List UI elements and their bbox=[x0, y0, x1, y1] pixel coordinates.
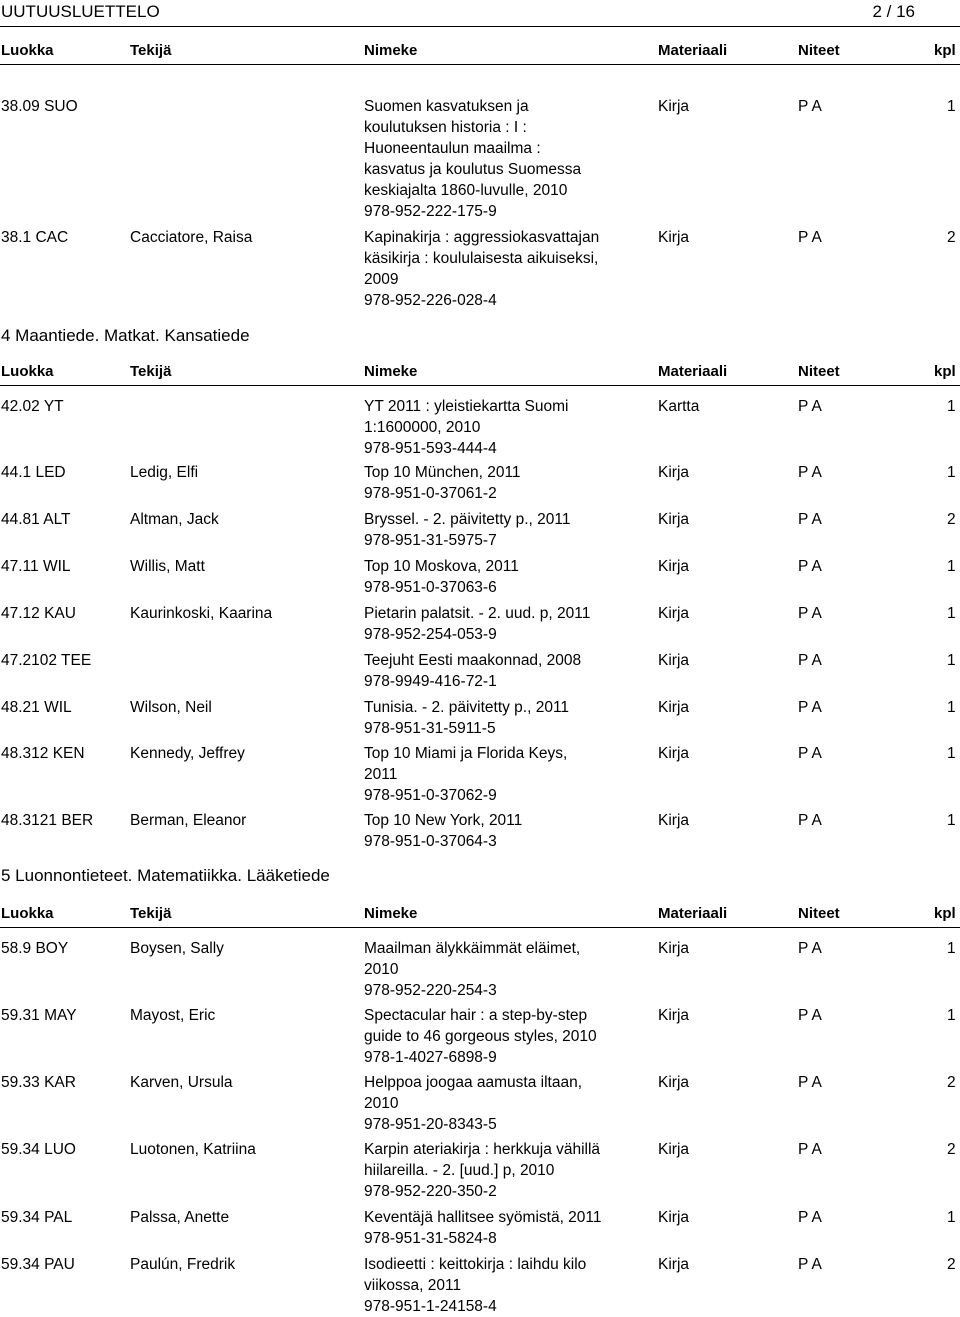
section-title: 4 Maantiede. Matkat. Kansatiede bbox=[1, 326, 250, 345]
cell-niteet: P A bbox=[798, 1141, 822, 1158]
page-title: UUTUUSLUETTELO bbox=[1, 2, 160, 21]
nimeke-line: koulutuksen historia : I : bbox=[364, 119, 527, 136]
cell-materiaali: Kirja bbox=[658, 812, 690, 829]
cell-tekija: Luotonen, Katriina bbox=[130, 1141, 256, 1158]
cell-materiaali: Kirja bbox=[658, 940, 690, 957]
cell-kpl: 2 bbox=[947, 511, 956, 528]
column-header-niteet: Niteet bbox=[798, 42, 840, 59]
nimeke-line: Isodieetti : keittokirja : laihdu kilo bbox=[364, 1256, 587, 1273]
cell-niteet: P A bbox=[798, 558, 822, 575]
column-header-materiaali: Materiaali bbox=[658, 42, 728, 59]
cell-niteet: P A bbox=[798, 1256, 822, 1273]
cell-luokka: 38.1 CAC bbox=[1, 229, 69, 246]
cell-nimeke bbox=[364, 1139, 634, 1202]
column-header-nimeke: Nimeke bbox=[364, 905, 418, 922]
cell-niteet: P A bbox=[798, 812, 822, 829]
cell-kpl: 1 bbox=[947, 464, 956, 481]
cell-materiaali: Kirja bbox=[658, 605, 690, 622]
column-header-tekija: Tekijä bbox=[130, 905, 172, 922]
column-header-row bbox=[0, 903, 960, 928]
cell-materiaali: Kirja bbox=[658, 1074, 690, 1091]
cell-kpl: 1 bbox=[947, 699, 956, 716]
nimeke-line: keskiajalta 1860-luvulle, 2010 bbox=[364, 182, 568, 199]
cell-nimeke bbox=[364, 227, 634, 311]
cell-luokka: 48.21 WIL bbox=[1, 699, 72, 716]
cell-tekija: Cacciatore, Raisa bbox=[130, 229, 253, 246]
nimeke-line: Teejuht Eesti maakonnad, 2008 bbox=[364, 652, 582, 669]
cell-materiaali: Kartta bbox=[658, 398, 700, 415]
nimeke-line: Karpin ateriakirja : herkkuja vähillä bbox=[364, 1141, 601, 1158]
cell-niteet: P A bbox=[798, 1074, 822, 1091]
column-header-kpl: kpl bbox=[934, 363, 956, 380]
cell-luokka: 59.34 PAL bbox=[1, 1209, 73, 1226]
nimeke-line: Top 10 Moskova, 2011 bbox=[364, 558, 519, 575]
section-title: 5 Luonnontieteet. Matematiikka. Lääketiede bbox=[1, 866, 330, 885]
cell-tekija: Kaurinkoski, Kaarina bbox=[130, 605, 273, 622]
cell-niteet: P A bbox=[798, 398, 822, 415]
cell-kpl: 2 bbox=[947, 1256, 956, 1273]
cell-kpl: 1 bbox=[947, 1209, 956, 1226]
nimeke-line: 978-1-4027-6898-9 bbox=[364, 1049, 497, 1066]
cell-kpl: 1 bbox=[947, 605, 956, 622]
cell-nimeke bbox=[364, 509, 634, 551]
cell-luokka: 59.34 LUO bbox=[1, 1141, 76, 1158]
cell-tekija: Boysen, Sally bbox=[130, 940, 224, 957]
cell-tekija: Wilson, Neil bbox=[130, 699, 212, 716]
cell-nimeke bbox=[364, 603, 634, 645]
cell-kpl: 1 bbox=[947, 558, 956, 575]
nimeke-line: 978-951-20-8343-5 bbox=[364, 1116, 497, 1133]
nimeke-line: 2009 bbox=[364, 271, 399, 288]
cell-tekija: Berman, Eleanor bbox=[130, 812, 247, 829]
cell-materiaali: Kirja bbox=[658, 464, 690, 481]
column-header-luokka: Luokka bbox=[1, 363, 54, 380]
cell-tekija: Palssa, Anette bbox=[130, 1209, 230, 1226]
column-header-row bbox=[0, 40, 960, 65]
nimeke-line: Tunisia. - 2. päivitetty p., 2011 bbox=[364, 699, 570, 716]
cell-materiaali: Kirja bbox=[658, 1256, 690, 1273]
cell-nimeke bbox=[364, 697, 634, 739]
cell-niteet: P A bbox=[798, 699, 822, 716]
cell-materiaali: Kirja bbox=[658, 652, 690, 669]
cell-tekija: Kennedy, Jeffrey bbox=[130, 745, 245, 762]
cell-niteet: P A bbox=[798, 229, 822, 246]
page-header bbox=[0, 0, 960, 27]
nimeke-line: Suomen kasvatuksen ja bbox=[364, 98, 529, 115]
nimeke-line: Maailman älykkäimmät eläimet, bbox=[364, 940, 581, 957]
column-header-materiaali: Materiaali bbox=[658, 905, 728, 922]
nimeke-line: 978-951-0-37064-3 bbox=[364, 833, 497, 850]
column-header-kpl: kpl bbox=[934, 905, 956, 922]
cell-luokka: 58.9 BOY bbox=[1, 940, 69, 957]
cell-nimeke bbox=[364, 938, 634, 1001]
nimeke-line: Pietarin palatsit. - 2. uud. p, 2011 bbox=[364, 605, 591, 622]
cell-luokka: 59.33 KAR bbox=[1, 1074, 76, 1091]
column-header-nimeke: Nimeke bbox=[364, 363, 418, 380]
nimeke-line: 2010 bbox=[364, 1095, 399, 1112]
cell-nimeke bbox=[364, 650, 634, 692]
nimeke-line: Bryssel. - 2. päivitetty p., 2011 bbox=[364, 511, 571, 528]
cell-tekija: Karven, Ursula bbox=[130, 1074, 233, 1091]
nimeke-line: 1:1600000, 2010 bbox=[364, 419, 481, 436]
cell-kpl: 1 bbox=[947, 1007, 956, 1024]
cell-luokka: 38.09 SUO bbox=[1, 98, 78, 115]
cell-luokka: 44.81 ALT bbox=[1, 511, 71, 528]
cell-tekija: Altman, Jack bbox=[130, 511, 219, 528]
cell-materiaali: Kirja bbox=[658, 699, 690, 716]
nimeke-line: 2010 bbox=[364, 961, 399, 978]
column-header-row bbox=[0, 361, 960, 386]
cell-niteet: P A bbox=[798, 1007, 822, 1024]
nimeke-line: 978-952-226-028-4 bbox=[364, 292, 497, 309]
nimeke-line: 978-951-1-24158-4 bbox=[364, 1298, 497, 1315]
cell-niteet: P A bbox=[798, 98, 822, 115]
column-header-luokka: Luokka bbox=[1, 905, 54, 922]
cell-materiaali: Kirja bbox=[658, 745, 690, 762]
cell-materiaali: Kirja bbox=[658, 511, 690, 528]
cell-materiaali: Kirja bbox=[658, 98, 690, 115]
nimeke-line: 978-951-0-37063-6 bbox=[364, 579, 497, 596]
nimeke-line: Spectacular hair : a step-by-step bbox=[364, 1007, 588, 1024]
nimeke-line: Top 10 Miami ja Florida Keys, bbox=[364, 745, 568, 762]
cell-nimeke bbox=[364, 810, 634, 852]
cell-nimeke bbox=[364, 1207, 634, 1249]
nimeke-line: 978-9949-416-72-1 bbox=[364, 673, 497, 690]
cell-luokka: 59.31 MAY bbox=[1, 1007, 77, 1024]
nimeke-line: 978-952-222-175-9 bbox=[364, 203, 497, 220]
nimeke-line: 978-951-31-5911-5 bbox=[364, 720, 496, 737]
nimeke-line: 978-952-220-350-2 bbox=[364, 1183, 497, 1200]
cell-luokka: 48.312 KEN bbox=[1, 745, 85, 762]
cell-nimeke bbox=[364, 396, 634, 459]
cell-tekija: Ledig, Elfi bbox=[130, 464, 199, 481]
column-header-kpl: kpl bbox=[934, 42, 956, 59]
nimeke-line: Helppoa joogaa aamusta iltaan, bbox=[364, 1074, 583, 1091]
nimeke-line: YT 2011 : yleistiekartta Suomi bbox=[364, 398, 569, 415]
cell-niteet: P A bbox=[798, 464, 822, 481]
cell-kpl: 2 bbox=[947, 229, 956, 246]
cell-kpl: 1 bbox=[947, 745, 956, 762]
cell-tekija: Mayost, Eric bbox=[130, 1007, 216, 1024]
nimeke-line: 978-952-254-053-9 bbox=[364, 626, 497, 643]
nimeke-line: guide to 46 gorgeous styles, 2010 bbox=[364, 1028, 597, 1045]
nimeke-line: Huoneentaulun maailma : bbox=[364, 140, 541, 157]
nimeke-line: Kapinakirja : aggressiokasvattajan bbox=[364, 229, 600, 246]
page-number: 2 / 16 bbox=[872, 2, 915, 21]
cell-materiaali: Kirja bbox=[658, 558, 690, 575]
cell-materiaali: Kirja bbox=[658, 1209, 690, 1226]
cell-nimeke bbox=[364, 1072, 634, 1135]
column-header-niteet: Niteet bbox=[798, 363, 840, 380]
cell-tekija: Paulún, Fredrik bbox=[130, 1256, 236, 1273]
cell-kpl: 1 bbox=[947, 940, 956, 957]
cell-niteet: P A bbox=[798, 940, 822, 957]
cell-luokka: 59.34 PAU bbox=[1, 1256, 75, 1273]
cell-luokka: 47.11 WIL bbox=[1, 558, 71, 575]
cell-kpl: 1 bbox=[947, 812, 956, 829]
column-header-materiaali: Materiaali bbox=[658, 363, 728, 380]
nimeke-line: 2011 bbox=[364, 766, 398, 783]
cell-niteet: P A bbox=[798, 745, 822, 762]
cell-nimeke bbox=[364, 1005, 634, 1068]
nimeke-line: viikossa, 2011 bbox=[364, 1277, 462, 1294]
cell-luokka: 47.12 KAU bbox=[1, 605, 76, 622]
nimeke-line: 978-951-31-5824-8 bbox=[364, 1230, 497, 1247]
cell-luokka: 47.2102 TEE bbox=[1, 652, 92, 669]
cell-niteet: P A bbox=[798, 1209, 822, 1226]
cell-luokka: 44.1 LED bbox=[1, 464, 66, 481]
nimeke-line: 978-951-31-5975-7 bbox=[364, 532, 497, 549]
nimeke-line: Top 10 New York, 2011 bbox=[364, 812, 523, 829]
nimeke-line: 978-951-0-37061-2 bbox=[364, 485, 497, 502]
cell-tekija: Willis, Matt bbox=[130, 558, 205, 575]
cell-niteet: P A bbox=[798, 605, 822, 622]
column-header-nimeke: Nimeke bbox=[364, 42, 418, 59]
cell-materiaali: Kirja bbox=[658, 1007, 690, 1024]
cell-materiaali: Kirja bbox=[658, 1141, 690, 1158]
nimeke-line: hiilareilla. - 2. [uud.] p, 2010 bbox=[364, 1162, 555, 1179]
nimeke-line: kasvatus ja koulutus Suomessa bbox=[364, 161, 582, 178]
cell-nimeke bbox=[364, 743, 634, 806]
cell-niteet: P A bbox=[798, 652, 822, 669]
cell-kpl: 1 bbox=[947, 652, 956, 669]
cell-kpl: 1 bbox=[947, 98, 956, 115]
column-header-niteet: Niteet bbox=[798, 905, 840, 922]
nimeke-line: käsikirja : koululaisesta aikuiseksi, bbox=[364, 250, 599, 267]
cell-luokka: 42.02 YT bbox=[1, 398, 64, 415]
nimeke-line: Top 10 München, 2011 bbox=[364, 464, 521, 481]
cell-nimeke bbox=[364, 556, 634, 598]
cell-kpl: 2 bbox=[947, 1141, 956, 1158]
cell-nimeke bbox=[364, 96, 634, 222]
column-header-luokka: Luokka bbox=[1, 42, 54, 59]
column-header-tekija: Tekijä bbox=[130, 42, 172, 59]
nimeke-line: 978-951-593-444-4 bbox=[364, 440, 497, 457]
cell-nimeke bbox=[364, 462, 634, 504]
nimeke-line: Keventäjä hallitsee syömistä, 2011 bbox=[364, 1209, 602, 1226]
cell-kpl: 1 bbox=[947, 398, 956, 415]
cell-nimeke bbox=[364, 1254, 634, 1317]
column-header-tekija: Tekijä bbox=[130, 363, 172, 380]
cell-materiaali: Kirja bbox=[658, 229, 690, 246]
cell-niteet: P A bbox=[798, 511, 822, 528]
nimeke-line: 978-952-220-254-3 bbox=[364, 982, 497, 999]
cell-kpl: 2 bbox=[947, 1074, 956, 1091]
nimeke-line: 978-951-0-37062-9 bbox=[364, 787, 497, 804]
cell-luokka: 48.3121 BER bbox=[1, 812, 94, 829]
